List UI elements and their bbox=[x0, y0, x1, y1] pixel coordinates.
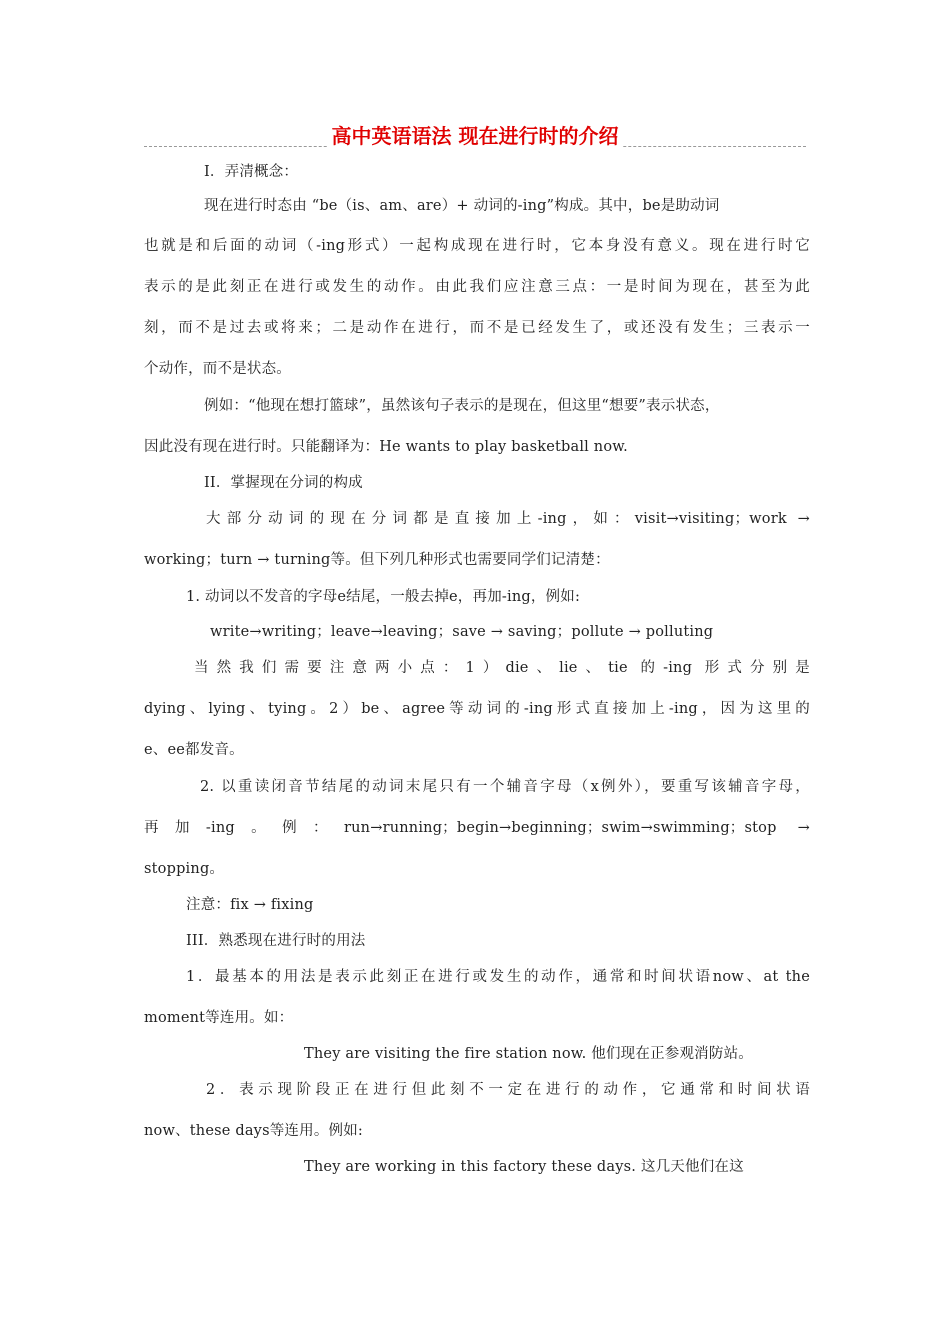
list-item: 1. 动词以不发音的字母e结尾，一般去掉e，再加-ing，例如: bbox=[186, 589, 581, 605]
paragraph-line: 再加-ing。例：run→running；begin→beginning；swim→swimming；stop → bbox=[144, 820, 810, 836]
note-line: 注意：fix → fixing bbox=[186, 897, 314, 913]
paragraph-line: now、these days等连用。例如: bbox=[144, 1123, 364, 1139]
example-line: They are visiting the fire station now. 他们现在正参观消防站。 bbox=[304, 1046, 753, 1062]
paragraph-line: 大部分动词的现在分词都是直接加上-ing，如：visit→visiting；work → bbox=[206, 511, 810, 527]
paragraph-line: stopping。 bbox=[144, 861, 225, 877]
page-title: 高中英语语法 现在进行时的介绍 bbox=[144, 120, 806, 149]
list-item: 2．表示现阶段正在进行但此刻不一定在进行的动作，它通常和时间状语 bbox=[206, 1082, 810, 1098]
paragraph-line: dying、lying、tying。2）be、agree等动词的-ing形式直接加上-ing，因为这里的 bbox=[144, 701, 810, 717]
paragraph-line: 也就是和后面的动词（-ing形式）一起构成现在进行时，它本身没有意义。现在进行时它 bbox=[144, 238, 810, 254]
section-heading-3: III．熟悉现在进行时的用法 bbox=[186, 933, 366, 949]
paragraph-line: 刻，而不是过去或将来；二是动作在进行，而不是已经发生了，或还没有发生；三表示一 bbox=[144, 320, 810, 336]
paragraph-line: working；turn → turning等。但下列几种形式也需要同学们记清楚： bbox=[144, 552, 610, 568]
paragraph-line: 例如：“他现在想打篮球”，虽然该句子表示的是现在，但这里“想要”表示状态， bbox=[204, 398, 720, 414]
example-line: write→writing；leave→leaving；save → saving；pollute → polluting bbox=[210, 624, 714, 640]
list-item: 2. 以重读闭音节结尾的动词末尾只有一个辅音字母（x例外），要重写该辅音字母， bbox=[200, 779, 810, 795]
paragraph-line: moment等连用。如： bbox=[144, 1010, 294, 1026]
paragraph-line: 表示的是此刻正在进行或发生的动作。由此我们应注意三点：一是时间为现在，甚至为此 bbox=[144, 279, 810, 295]
paragraph-line: e、ee都发音。 bbox=[144, 742, 244, 758]
section-heading-1: I．弄清概念： bbox=[204, 164, 299, 180]
paragraph-line: 当然我们需要注意两小点：1）die、lie、tie 的-ing 形式分别是 bbox=[194, 660, 810, 676]
title-row bbox=[144, 118, 806, 154]
paragraph-line: 个动作，而不是状态。 bbox=[144, 361, 291, 377]
paragraph-line: 现在进行时态由 “be（is、am、are）+ 动词的-ing”构成。其中，be是助动词 bbox=[204, 198, 720, 214]
section-heading-2: II．掌握现在分词的构成 bbox=[204, 475, 363, 491]
example-line: They are working in this factory these days. 这几天他们在这 bbox=[304, 1159, 744, 1175]
paragraph-line: 因此没有现在进行时。只能翻译为：He wants to play basketball now. bbox=[144, 439, 628, 455]
list-item: 1．最基本的用法是表示此刻正在进行或发生的动作，通常和时间状语now、at the bbox=[186, 969, 810, 985]
